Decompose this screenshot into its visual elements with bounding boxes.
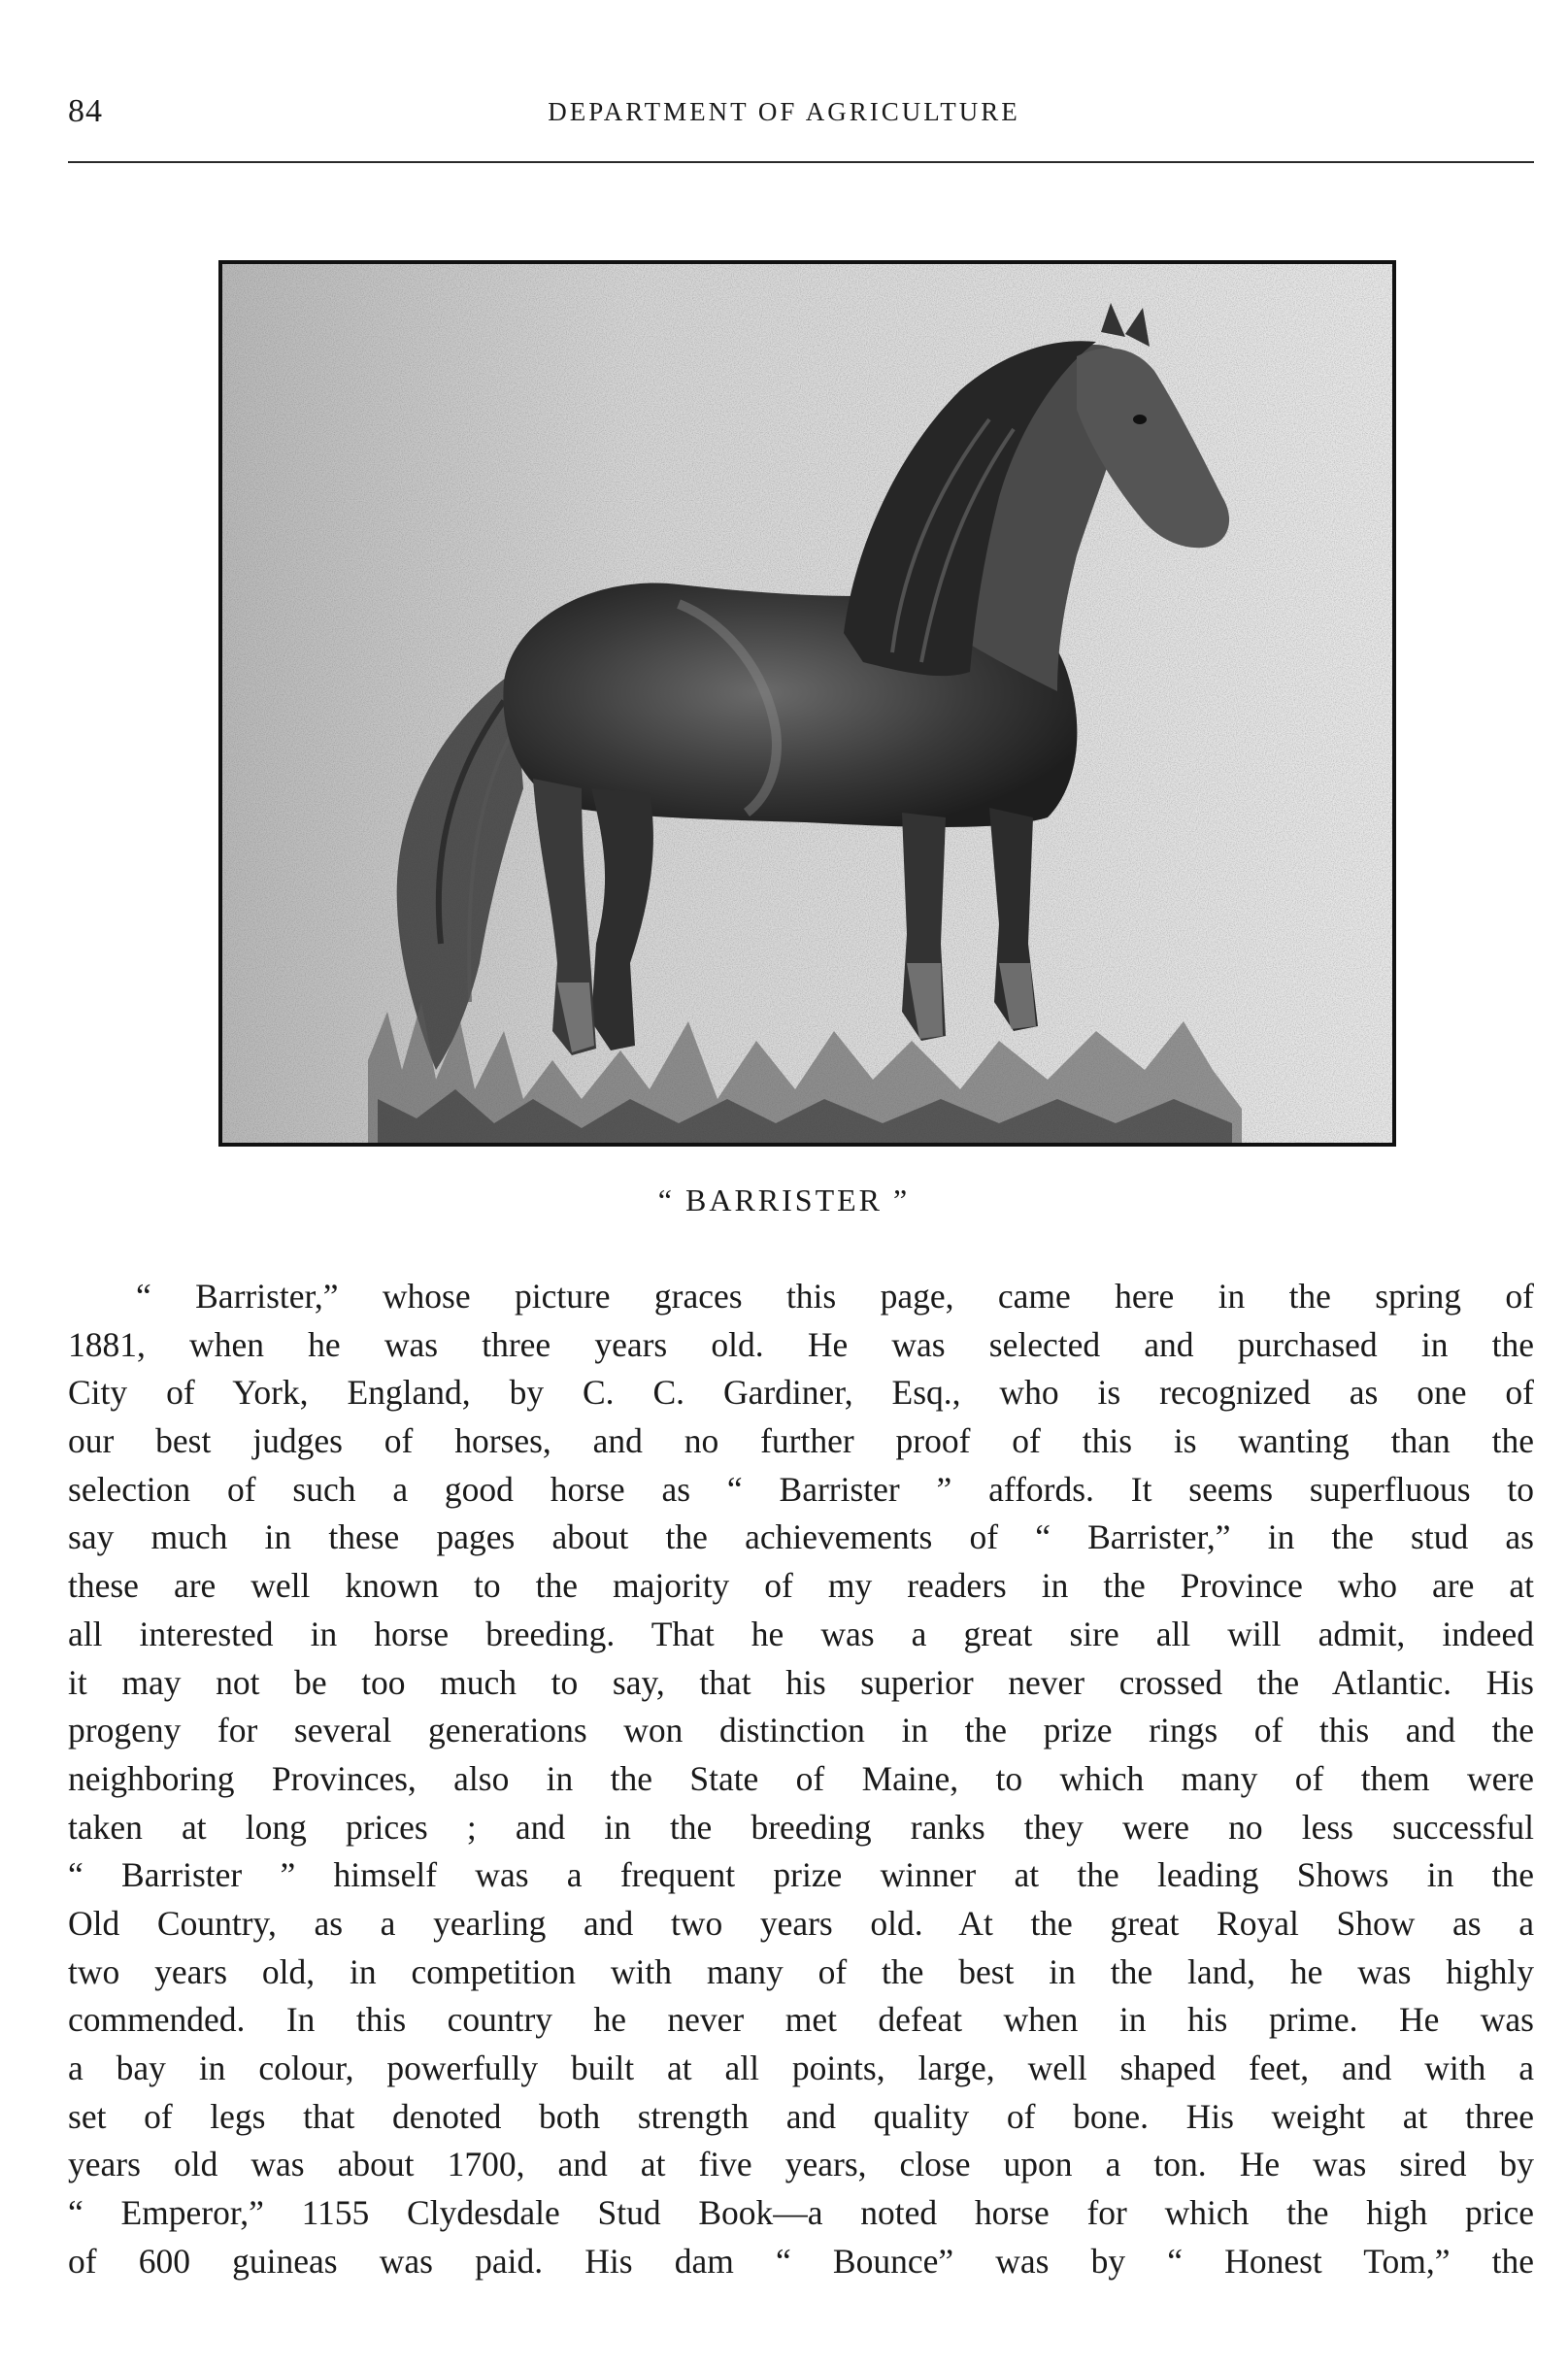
body-line: all interested in horse breeding. That he was a great sire all will admit, indeed xyxy=(68,1614,1534,1653)
body-line: “ Barrister,” whose picture graces this page, came here in the spring of xyxy=(136,1277,1534,1316)
body-line: it may not be too much to say, that his superior never crossed the Atlantic. His xyxy=(68,1662,1534,1702)
body-line: two years old, in competition with many of the best in the land, he was highly xyxy=(68,1951,1534,1991)
body-line: a bay in colour, powerfully built at all points, large, well shaped feet, and with a xyxy=(68,2049,1534,2087)
body-line: our best judges of horses, and no further proof of this is wanting than the xyxy=(68,1421,1534,1461)
running-head: DEPARTMENT OF AGRICULTURE xyxy=(548,97,1020,126)
body-line: taken at long prices ; and in the breeding ranks they were no less successful xyxy=(68,1807,1534,1847)
body-line: progeny for several generations won distinction in the prize rings of this and the xyxy=(68,1711,1534,1750)
body-line: “ Barrister ” himself was a frequent prize winner at the leading Shows in the xyxy=(68,1855,1534,1895)
header-rule xyxy=(68,161,1534,163)
body-line: 1881, when he was three years old. He was selected and purchased in the xyxy=(68,1324,1534,1364)
body-line: set of legs that denoted both strength and quality of bone. His weight at three xyxy=(68,2096,1534,2136)
body-line: selection of such a good horse as “ Barrister ” affords. It seems superfluous to xyxy=(68,1469,1534,1509)
figure-caption: “ BARRISTER ” xyxy=(657,1183,911,1217)
body-text xyxy=(68,1273,1534,2285)
body-line: “ Emperor,” 1155 Clydesdale Stud Book—a noted horse for which the high price xyxy=(68,2193,1534,2233)
body-line: commended. In this country he never met defeat when in his prime. He was xyxy=(68,2000,1534,2040)
body-line: say much in these pages about the achievements of “ Barrister,” in the stud as xyxy=(68,1517,1534,1557)
body-line: years old was about 1700, and at five years, close upon a ton. He was sired by xyxy=(68,2145,1534,2184)
body-line: City of York, England, by C. C. Gardiner, Esq., who is recognized as one of xyxy=(68,1373,1534,1413)
body-line: these are well known to the majority of my readers in the Province who are at xyxy=(68,1566,1534,1606)
body-line: neighboring Provinces, also in the State of Maine, to which many of them were xyxy=(68,1758,1534,1798)
page-number: 84 xyxy=(68,93,103,129)
body-line: of 600 guineas was paid. His dam “ Bounce” was by “ Honest Tom,” the xyxy=(68,2241,1534,2281)
horse-photograph xyxy=(218,260,1396,1147)
body-line: Old Country, as a yearling and two years old. At the great Royal Show as a xyxy=(68,1903,1534,1943)
